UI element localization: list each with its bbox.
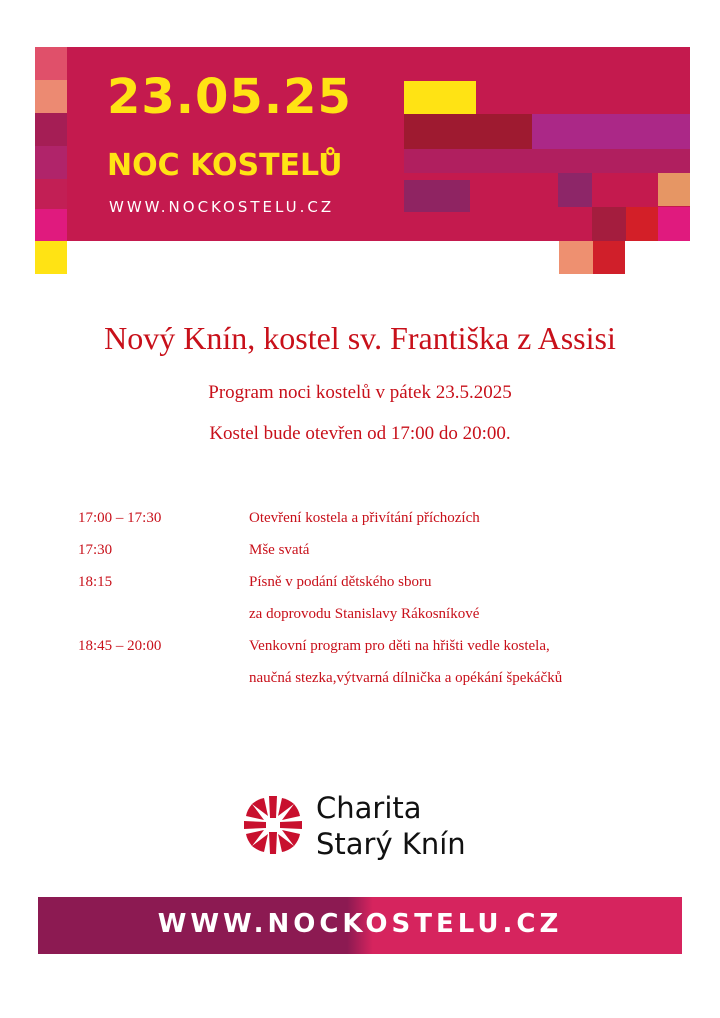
banner-tile xyxy=(592,207,626,241)
banner-tile xyxy=(532,114,690,149)
page-title: Nový Knín, kostel sv. Františka z Assisi xyxy=(104,320,616,356)
program-subtitle: Program noci kostelů v pátek 23.5.2025 xyxy=(208,382,512,403)
program-time: 18:15 xyxy=(78,574,113,590)
program-description: Otevření kostela a přivítání příchozích xyxy=(249,510,480,526)
banner-tile xyxy=(35,113,67,146)
program-description: Písně v podání dětského sboru xyxy=(249,574,432,590)
charita-line2: Starý Knín xyxy=(316,827,466,861)
banner-tile xyxy=(404,180,470,212)
banner-tile xyxy=(35,209,67,241)
banner-tile xyxy=(658,173,690,206)
charita-cross-icon xyxy=(240,792,306,858)
program-time: 17:00 – 17:30 xyxy=(78,510,162,526)
header-banner xyxy=(35,47,690,241)
program-description: naučná stezka,výtvarná dílnička a opékání špekáčků xyxy=(249,670,563,686)
banner-tile xyxy=(35,47,67,80)
charita-logo xyxy=(240,790,500,862)
program-time: 18:45 – 20:00 xyxy=(78,638,162,654)
banner-tile xyxy=(658,207,690,241)
program-description: za doprovodu Stanislavy Rákosníkové xyxy=(249,606,480,622)
charita-name xyxy=(316,790,466,862)
opening-hours: Kostel bude otevřen od 17:00 do 20:00. xyxy=(209,423,511,444)
banner-tile xyxy=(404,149,690,173)
program-description: Mše svatá xyxy=(249,542,310,558)
banner-tile xyxy=(35,146,67,179)
footer-banner xyxy=(38,897,682,954)
banner-tile xyxy=(35,179,67,209)
banner-tile xyxy=(35,241,67,274)
banner-tile xyxy=(559,241,593,274)
banner-tile xyxy=(404,114,532,149)
banner-tile xyxy=(626,207,658,241)
banner-tile xyxy=(404,81,476,114)
charita-line1: Charita xyxy=(316,791,422,825)
event-url[interactable]: WWW.NOCKOSTELU.CZ xyxy=(109,198,335,216)
program-time: 17:30 xyxy=(78,542,113,558)
program-description: Venkovní program pro děti na hřišti vedle kostela, xyxy=(249,638,550,654)
banner-tile xyxy=(593,241,625,274)
event-title: NOC KOSTELŮ xyxy=(107,148,343,183)
event-date: 23.05.25 xyxy=(107,69,352,125)
banner-tile xyxy=(558,173,592,207)
footer-url[interactable]: WWW.NOCKOSTELU.CZ xyxy=(157,909,563,939)
banner-tile xyxy=(35,80,67,113)
